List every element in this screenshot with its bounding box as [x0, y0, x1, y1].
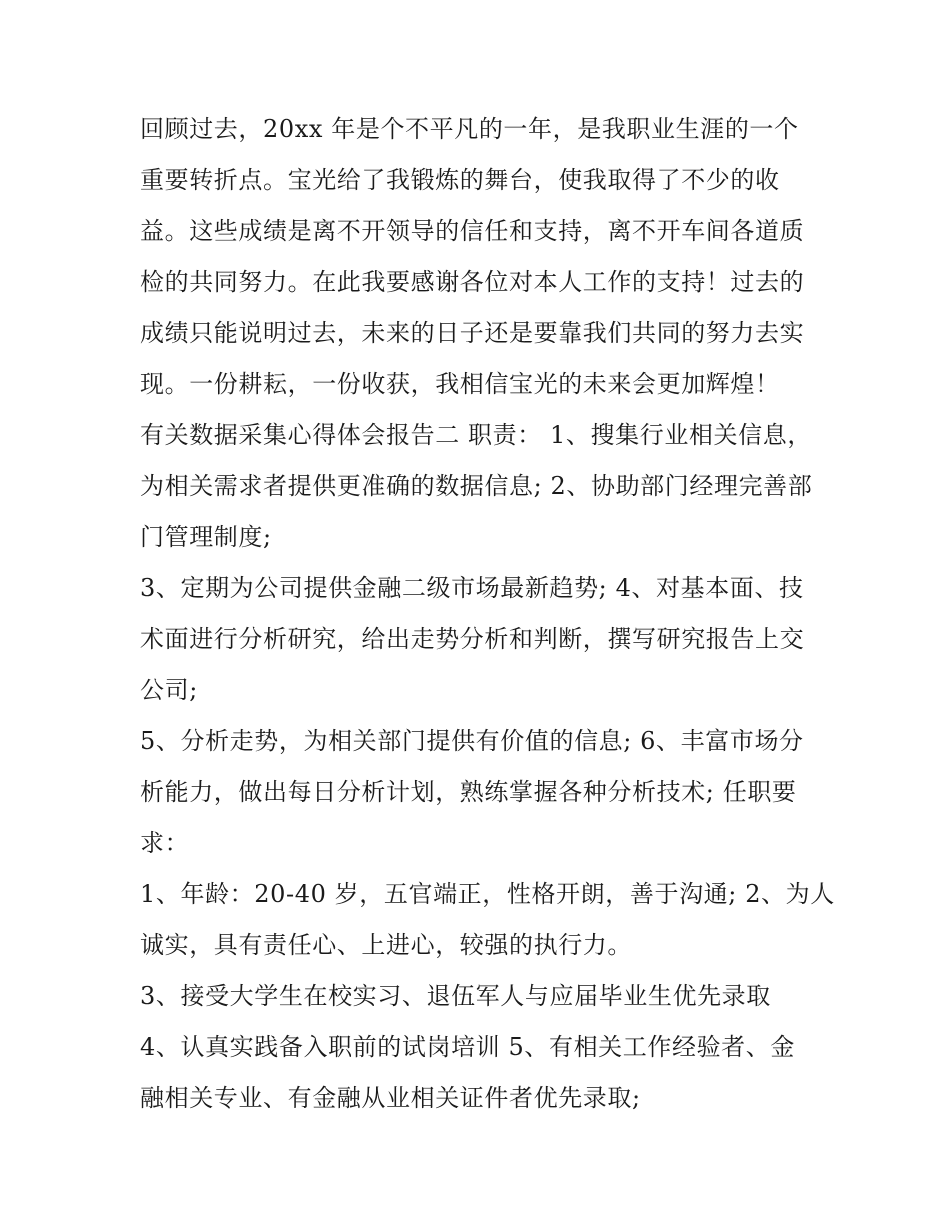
text-line: 术面进行分析研究，给出走势分析和判断，撰写研究报告上交 — [140, 625, 805, 653]
text-line: 5、分析走势，为相关部门提供有价值的信息; 6、丰富市场分 — [140, 727, 804, 755]
text-line: 现。一份耕耘，一份收获，我相信宝光的未来会更加辉煌！ — [140, 370, 780, 398]
text-line: 3、接受大学生在校实习、退伍军人与应届毕业生优先录取 — [140, 982, 771, 1010]
text-line: 3、定期为公司提供金融二级市场最新趋势; 4、对基本面、技 — [140, 574, 804, 602]
text-line: 有关数据采集心得体会报告二 职责： 1、搜集行业相关信息， — [140, 421, 812, 449]
text-line: 门管理制度; — [140, 523, 272, 551]
text-line: 成绩只能说明过去，未来的日子还是要靠我们共同的努力去实 — [140, 319, 805, 347]
text-line: 融相关专业、有金融从业相关证件者优先录取; — [140, 1084, 641, 1112]
text-line: 诚实，具有责任心、上进心，较强的执行力。 — [140, 931, 632, 959]
document-body — [140, 104, 835, 1124]
text-line: 重要转折点。宝光给了我锻炼的舞台，使我取得了不少的收 — [140, 166, 780, 194]
text-line: 求： — [140, 829, 190, 857]
text-line: 益。这些成绩是离不开领导的信任和支持，离不开车间各道质 — [140, 217, 805, 245]
text-line: 检的共同努力。在此我要感谢各位对本人工作的支持！过去的 — [140, 268, 805, 296]
text-line: 1、年龄：20-40 岁，五官端正，性格开朗，善于沟通; 2、为人 — [140, 880, 835, 908]
text-line: 回顾过去，20xx 年是个不平凡的一年，是我职业生涯的一个 — [140, 115, 799, 143]
text-line: 4、认真实践备入职前的试岗培训 5、有相关工作经验者、金 — [140, 1033, 795, 1061]
text-line: 析能力，做出每日分析计划，熟练掌握各种分析技术; 任职要 — [140, 778, 797, 806]
text-line: 为相关需求者提供更准确的数据信息; 2、协助部门经理完善部 — [140, 472, 813, 500]
text-line: 公司; — [140, 676, 198, 704]
